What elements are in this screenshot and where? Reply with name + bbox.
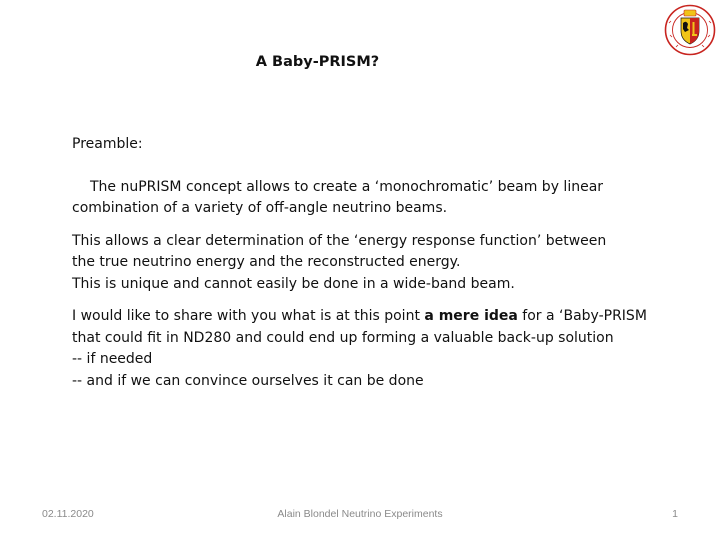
paragraph-2-line-3: This is unique and cannot easily be done in a wide-band beam. bbox=[72, 275, 515, 292]
paragraph-1-line-1: The nuPRISM concept allows to create a ‘monochromatic’ beam by linear bbox=[90, 178, 604, 195]
paragraph-3-line-1 bbox=[72, 306, 682, 328]
paragraph-3-line-2: that could fit in ND280 and could end up forming a valuable back-up solution bbox=[72, 329, 614, 346]
emphasis-mere-idea: a mere idea bbox=[424, 308, 518, 324]
preamble-label: Preamble: bbox=[72, 136, 143, 152]
university-seal-icon bbox=[664, 4, 716, 56]
paragraph-2-line-1: This allows a clear determination of the ‘energy response function’ between bbox=[72, 232, 607, 249]
footer-author: Alain Blondel Neutrino Experiments bbox=[277, 508, 443, 520]
slide-title: A Baby-PRISM? bbox=[255, 54, 380, 70]
footer-page-number: 1 bbox=[672, 508, 678, 520]
footer-date: 02.11.2020 bbox=[42, 508, 94, 520]
slide-body bbox=[72, 134, 682, 392]
paragraph-3-line-4: -- and if we can convince ourselves it can be done bbox=[72, 372, 424, 389]
paragraph-2-line-2: the true neutrino energy and the reconstructed energy. bbox=[72, 254, 461, 270]
paragraph-3-line-3: -- if needed bbox=[72, 351, 153, 367]
paragraph-1-line-2: combination of a variety of off-angle neutrino beams. bbox=[72, 200, 448, 216]
paragraph-3-line-1-start: I would like to share with you what is at this point bbox=[72, 308, 425, 324]
paragraph-3-line-1-end: for a ‘Baby-PRISM bbox=[517, 308, 647, 324]
